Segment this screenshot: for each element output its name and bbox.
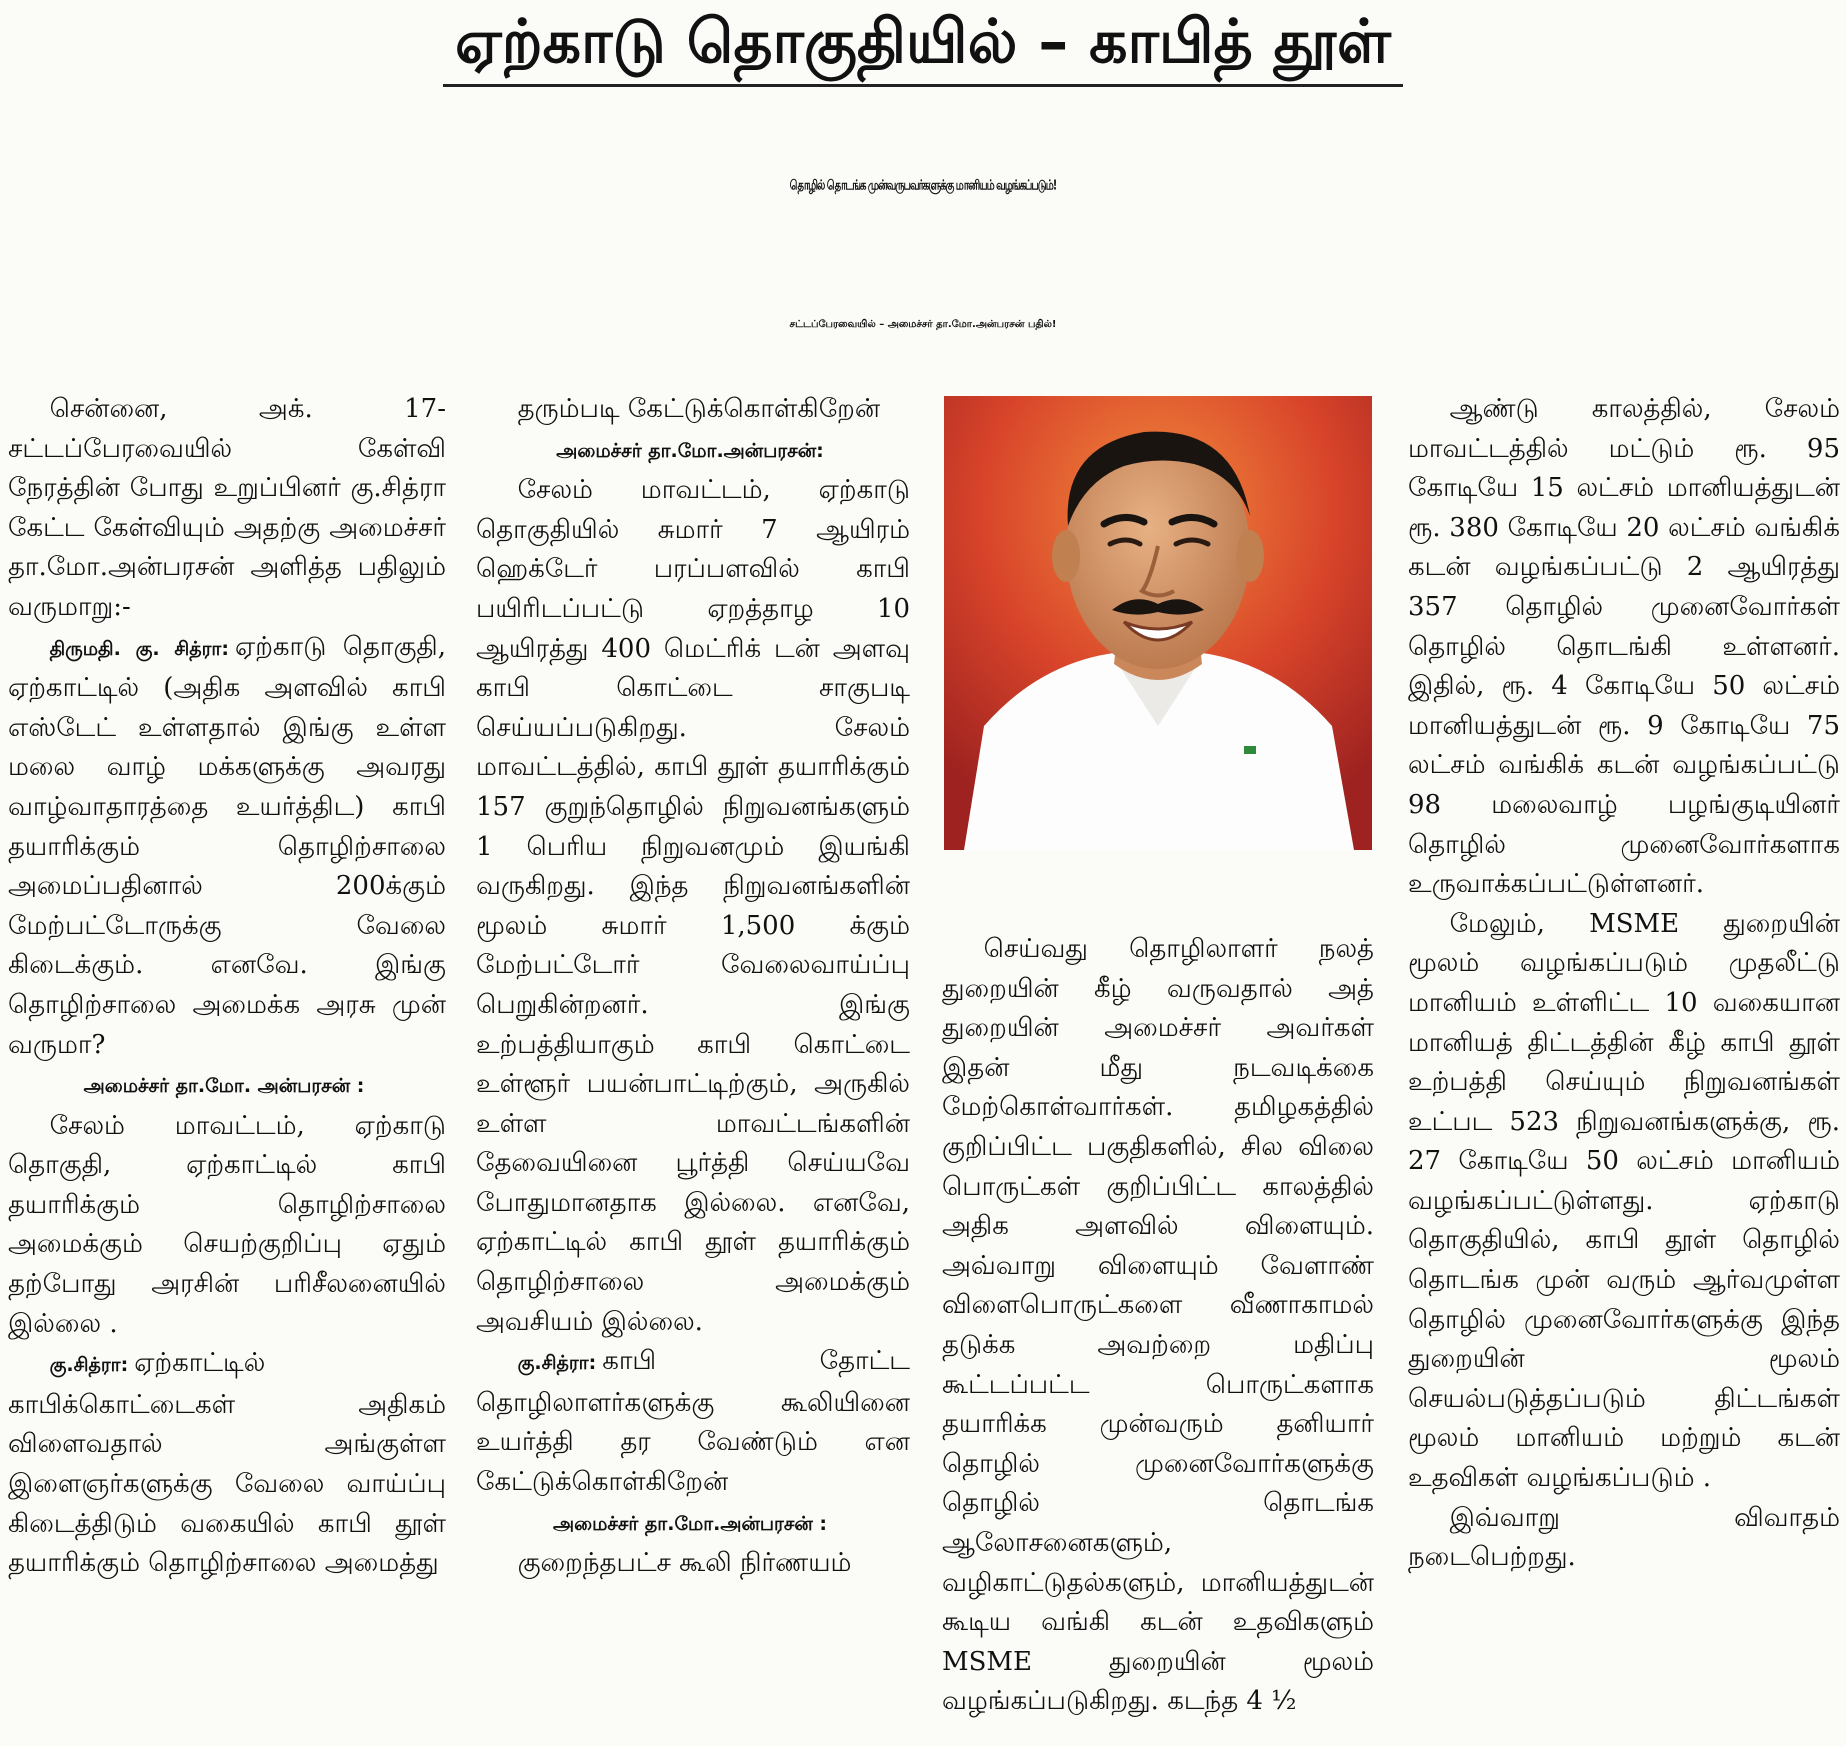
article-paragraph: [476, 1342, 910, 1502]
paragraph-text: குறைந்தபட்ச கூலி நிர்ணயம்: [517, 1548, 852, 1579]
minister-photo: [944, 396, 1372, 850]
paragraph-text: காபி தோட்ட தொழிலாளர்களுக்கு கூலியினை உயர்த்தி தர வேண்டும் என கேட்டுக்கொள்கிறேன்: [476, 1346, 910, 1498]
speaker-label: அமைச்சர் தா.மோ.அன்பரசன்:: [556, 439, 824, 462]
paragraph-text: சேலம் மாவட்டம், ஏற்காடு தொகுதியில் சுமார் 7 ஆயிரம் ஹெக்டேர் பரப்பளவில் காபி பயிரிடப்பட்டு ஏறத்தாழ 10 ஆயிரத்து 400 மெட்ரிக் டன் அளவு காபி கொட்டை சாகுபடி செய்யப்படுகிறது. சேலம் மாவட்டத்தில், காபி தூள் தயாரிக்கும் 157 குறுந்தொழில் நிறுவனங்களும் 1 பெரிய நிறுவனமும் இயங்கி வருகிறது. இந்த நிறுவனங்களின் மூலம் சுமார் 1,500 க்கும் மேற்பட்டோர் வேலைவாய்ப்பு பெறுகின்றனர். இங்கு உற்பத்தியாகும் காபி கொட்டை உள்ளூர் பயன்பாட்டிற்கும், அருகில் உள்ள மாவட்டங்களின் தேவையினை பூர்த்தி செய்யவே போதுமானதாக இல்லை. எனவே, ஏற்காட்டில் காபி தூள் தயாரிக்கும் தொழிற்சாலை அமைக்கும் அவசியம் இல்லை.: [476, 475, 910, 1337]
article-paragraph: [8, 1065, 446, 1107]
article-column-3: [942, 930, 1374, 1744]
article-paragraph: [476, 1503, 910, 1545]
paragraph-text: தரும்படி கேட்டுக்கொள்கிறேன்: [517, 394, 881, 424]
speaker-label: கு.சித்ரா:: [49, 1354, 129, 1377]
article-paragraph: [1408, 1499, 1840, 1578]
paragraph-text: ஆண்டு காலத்தில், சேலம் மாவட்டத்தில் மட்டும் ரூ. 95 கோடியே 15 லட்சம் மானியத்துடன் ரூ. 380 கோடியே 20 லட்சம் வங்கிக் கடன் வழங்கப்பட்டு 2 ஆயிரத்து 357 தொழில் முனைவோர்கள் தொழில் தொடங்கி உள்ளனர். இதில், ரூ. 4 கோடியே 50 லட்சம் மானியத்துடன் ரூ. 9 கோடியே 75 லட்சம் வங்கிக் கடன் வழங்கப்பட்டு 98 மலைவாழ் பழங்குடியினர் தொழில் முனைவோர்களாக உருவாக்கப்பட்டுள்ளனர்.: [1408, 394, 1840, 900]
article-paragraph: [8, 1344, 446, 1584]
article-paragraph: [8, 1107, 446, 1345]
kicker-heading: [0, 0, 1846, 90]
paragraph-text: இவ்வாறு விவாதம் நடைபெற்றது.: [1408, 1502, 1840, 1573]
article-paragraph: [1408, 390, 1840, 905]
article-paragraph: [476, 430, 910, 472]
article-paragraph: [1408, 905, 1840, 1499]
article-column-2: [476, 390, 910, 1744]
speaker-label: கு.சித்ரா:: [517, 1352, 597, 1375]
speaker-label: திருமதி. கு. சித்ரா:: [49, 637, 229, 660]
article-paragraph: [476, 1544, 910, 1584]
article-paragraph: [942, 930, 1374, 1722]
paragraph-text: சென்னை, அக். 17- சட்டப்பேரவையில் கேள்வி நேரத்தின் போது உறுப்பினர் கு.சித்ரா கேட்ட கேள்வியும் அதற்கு அமைச்சர் தா.மோ.அன்பரசன் அளித்த பதிலும் வருமாறு:-: [8, 394, 446, 622]
kicker-text: ஏற்காடு தொகுதியில் – காபித் தூள்: [443, 0, 1403, 87]
paragraph-text: சேலம் மாவட்டம், ஏற்காடு தொகுதி, ஏற்காட்டில் காபி தயாரிக்கும் தொழிற்சாலை அமைக்கும் செயற்குறிப்பு ஏதும் தற்போது அரசின் பரிசீலனையில் இல்லை .: [8, 1110, 446, 1339]
article-paragraph: [476, 471, 910, 1342]
article-paragraph: [8, 628, 446, 1066]
paragraph-text: ஏற்காட்டில் காபிக்கொட்டைகள் அதிகம் விளைவதால் அங்குள்ள இளைஞர்களுக்கு வேலை வாய்ப்பு கிடைத்திடும் வகையில் காபி தூள் தயாரிக்கும் தொழிற்சாலை அமைத்து: [8, 1348, 446, 1579]
speaker-label: அமைச்சர் தா.மோ.அன்பரசன் :: [552, 1512, 828, 1535]
main-headline: தொழில் தொடங்க முன்வருபவர்களுக்கு மானியம் வழங்கப்படும்!: [789, 178, 1057, 194]
paragraph-text: செய்வது தொழிலாளர் நலத் துறையின் கீழ் வருவதால் அத் துறையின் அமைச்சர் அவர்கள் இதன் மீது நடவடிக்கை மேற்கொள்வார்கள். தமிழகத்தில் குறிப்பிட்ட பகுதிகளில், சில விலை பொருட்கள் குறிப்பிட்ட காலத்தில் அதிக அளவில் விளையும். அவ்வாறு விளையும் வேளாண் விளைபொருட்களை வீணாகாமல் தடுக்க அவற்றை மதிப்பு கூட்டப்பட்ட பொருட்களாக தயாரிக்க முன்வரும் தனியார் தொழில் முனைவோர்களுக்கு தொழில் தொடங்க ஆலோசனைகளும், வழிகாட்டுதல்களும், மானியத்துடன் கூடிய வங்கி கடன் உதவிகளும் MSME துறையின் மூலம் வழங்கப்படுகிறது. கடந்த 4 ½: [942, 934, 1374, 1717]
article-paragraph: [8, 390, 446, 628]
speaker-label: அமைச்சர் தா.மோ. அன்பரசன் :: [83, 1075, 365, 1098]
article-column-1: [8, 390, 446, 1744]
article-column-4: [1408, 390, 1840, 1744]
article-paragraph: [476, 390, 910, 430]
portrait-photo-icon: [944, 396, 1372, 850]
paragraph-text: ஏற்காடு தொகுதி, ஏற்காட்டில் (அதிக அளவில் காபி எஸ்டேட் உள்ளதால் இங்கு உள்ள மலை வாழ் மக்களுக்கு அவரது வாழ்வாதாரத்தை உயர்த்திட) காபி தயாரிக்கும் தொழிற்சாலை அமைப்பதினால் 200க்கும் மேற்பட்டோருக்கு வேலை கிடைக்கும். எனவே. இங்கு தொழிற்சாலை அமைக்க அரசு முன் வருமா?: [8, 631, 446, 1060]
sub-headline: சட்டப்பேரவையில் – அமைச்சர் தா.மோ.அன்பரசன் பதில்!: [789, 319, 1057, 330]
paragraph-text: மேலும், MSME துறையின் மூலம் வழங்கப்படும் முதலீட்டு மானியம் உள்ளிட்ட 10 வகையான மானியத் திட்டத்தின் கீழ் காபி தூள் உற்பத்தி செய்யும் நிறுவனங்கள் உட்பட 523 நிறுவனங்களுக்கு, ரூ. 27 கோடியே 50 லட்சம் மானியம் வழங்கப்பட்டுள்ளது. ஏற்காடு தொகுதியில், காபி தூள் தொழில் தொடங்க முன் வரும் ஆர்வமுள்ள தொழில் முனைவோர்களுக்கு இந்த துறையின் மூலம் செயல்படுத்தப்படும் திட்டங்கள் மூலம் மானியம் மற்றும் கடன் உதவிகள் வழங்கப்படும் .: [1408, 908, 1840, 1494]
